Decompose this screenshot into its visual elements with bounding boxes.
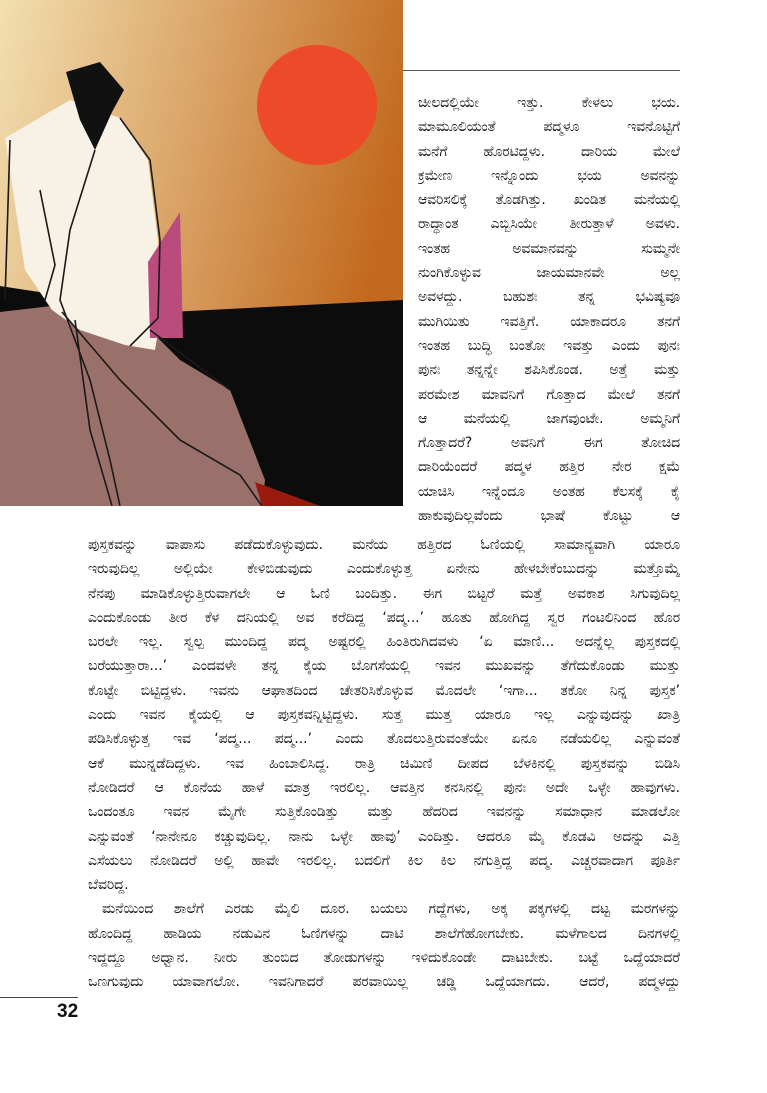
paragraph-start-line: ಮನೆಯಿಂದ ಶಾಲೆಗೆ ಎರಡು ಮೈಲಿ ದೂರ. ಬಯಲು ಗದ್ದೆಗಳು, ಅಕ್ಕ ಪಕ್ಕಗಳಲ್ಲಿ ದಟ್ಟ ಮರಗಳನ್ನು — [102, 901, 680, 918]
text-line: ಚೀಲದಲ್ಲಿಯೇ ಇತ್ತು. ಕೇಳಲು ಭಯ. — [418, 95, 680, 111]
text-line: ಪುನಃ ತನ್ನನ್ನೇ ಶಪಿಸಿಕೊಂಡ. ಅತ್ತೆ ಮತ್ತು — [418, 362, 680, 379]
text-line: ಇದ್ದದ್ದೂ ಅಧ್ವಾನ. ನೀರು ತುಂಬಿದ ತೋಡುಗಳನ್ನು ಇಳಿದುಕೊಂಡೇ ದಾಟಬೇಕು. ಬಟ್ಟೆ ಒದ್ದೆಯಾದರೆ — [88, 950, 680, 967]
text-line: ಆ ಮನೆಯಲ್ಲಿ ಜಾಗವುಂಟೇ. ಅಮ್ಮನಿಗೆ — [418, 410, 680, 427]
text-line: ಮುಗಿಯಿತು ಇವತ್ತಿಗೆ. ಯಾಕಾದರೂ ತನಗೆ — [418, 313, 680, 330]
text-line: ಇಂತಹ ಬುದ್ಧಿ ಬಂತೋ ಇವತ್ತು ಎಂದು ಪುನಃ — [418, 337, 680, 354]
text-line: ನುಂಗಿಕೊಳ್ಳುವ ಜಾಯಮಾನವೇ ಅಲ್ಲ — [418, 265, 680, 282]
text-line: ಮಾಮೂಲಿಯಂತೆ ಪದ್ಮಳೂ ಇವನೊಟ್ಟಿಗೆ — [418, 119, 680, 136]
text-line: ಒಣಗುವುದು ಯಾವಾಗಲೋ. ಇವನಿಗಾದರೆ ಪರವಾಯಿಲ್ಲ ಚಡ್ಡಿ ಒದ್ದೆಯಾಗದು. ಆದರೆ, ಪದ್ಮಳದ್ದು — [88, 974, 680, 991]
text-line: ಆಕೆ ಮುನ್ನಡೆದಿದ್ದಳು. ಇವ ಹಿಂಬಾಲಿಸಿದ್ದ. ರಾತ್ರಿ ಚಿಮಿಣಿ ದೀಪದ ಬೆಳಕಿನಲ್ಲಿ ಪುಸ್ತಕವನ್ನು ಬಿಡಿಸಿ — [88, 755, 680, 772]
text-line: ಇರುವುದಿಲ್ಲ ಅಲ್ಲಿಯೇ ಕೇಳಿಬಿಡುವುದು ಎಂದುಕೊಳ್ಳುತ್ತ ಏನೇನು ಹೇಳಬೇಕೆಂಬುದನ್ನು ಮತ್ತೊಮ್ಮೆ — [88, 561, 680, 578]
text-line: ಎಂದು ಇವನ ಕೈಯಲ್ಲಿ ಆ ಪುಸ್ತಕವನ್ನಿಟ್ಟಿದ್ದಳು. ಸುತ್ತ ಮುತ್ತ ಯಾರೂ ಇಲ್ಲ ಎನ್ನುವುದನ್ನು ಖಾತ್ರಿ — [88, 707, 680, 724]
text-line: ರಾದ್ಧಾಂತ ಎಬ್ಬಿಸಿಯೇ ತೀರುತ್ತಾಳೆ ಅವಳು. — [418, 216, 680, 233]
text-line: ಗೊತ್ತಾದರೆ? ಅವನಿಗೆ ಈಗ ತೋಚಿದ — [418, 435, 680, 452]
text-line: ಮನೆಗೆ ಹೊರಟಿದ್ದಳು. ದಾರಿಯ ಮೇಲೆ — [418, 143, 680, 160]
text-line: ಎಸೆಯಲು ನೋಡಿದರೆ ಅಲ್ಲಿ ಹಾವೇ ಇರಲಿಲ್ಲ. ಬದಲಿಗೆ ಕಿಲ ಕಿಲ ನಗುತ್ತಿದ್ದ ಪದ್ಮ. ಎಚ್ಚರವಾದಾಗ ಪೂರ್ತಿ — [88, 852, 680, 869]
text-line: ಅವಳದ್ದು. ಬಹುಶಃ ತನ್ನ ಭವಿಷ್ಯವೂ — [418, 289, 680, 306]
sun — [257, 45, 377, 165]
text-line: ಬರಲೇ ಇಲ್ಲ. ಸ್ವಲ್ಪ ಮುಂದಿದ್ದ ಪದ್ಮ ಅಷ್ಟರಲ್ಲಿ ಹಿಂತಿರುಗಿದವಳು ‘ಏ ಮಾಣಿ... ಅದನ್ನೆಲ್ಲ ಪುಸ್ತಕದಲ್ಲಿ — [88, 634, 680, 651]
text-line: ಕ್ರಮೇಣ ಇನ್ನೊಂದು ಭಯ ಅವನನ್ನು — [418, 167, 680, 184]
text-line: ಯಾಚಿಸಿ ಇನ್ನೆಂದೂ ಅಂತಹ ಕೆಲಸಕ್ಕೆ ಕೈ — [418, 483, 680, 500]
text-line: ನೋಡಿದರೆ ಆ ಕೊನೆಯ ಹಾಳೆ ಮಾತ್ರ ಇರಲಿಲ್ಲ. ಆವತ್ತಿನ ಕನಸಿನಲ್ಲಿ ಪುನಃ ಅದೇ ಒಳ್ಳೇ ಹಾವುಗಳು. — [88, 779, 680, 796]
text-line: ಬರೆಯುತ್ತಾರಾ...’ ಎಂದವಳೇ ತನ್ನ ಕೈಯ ಬೊಗಸೆಯಲ್ಲಿ ಇವನ ಮುಖವನ್ನು ತೆಗೆದುಕೊಂಡು ಮುತ್ತು — [88, 658, 680, 675]
body-text-right-column — [418, 91, 680, 528]
header-rule — [403, 70, 680, 71]
text-line: ಹಾಕುವುದಿಲ್ಲವೆಂದು ಭಾಷೆ ಕೊಟ್ಟು ಆ — [418, 508, 680, 525]
body-text-full-width — [88, 533, 680, 995]
text-line: ಒಂದಂತೂ ಇವನ ಮೈಗೇ ಸುತ್ತಿಕೊಂಡಿತ್ತು ಮತ್ತು ಹೆದರಿದ ಇವನನ್ನು ಸಮಾಧಾನ ಮಾಡಲೋ — [88, 804, 680, 821]
footer-rule — [0, 997, 78, 998]
text-line: ಎನ್ನುವಂತೆ ‘ನಾನೇನೂ ಕಚ್ಚುವುದಿಲ್ಲ. ನಾನು ಒಳ್ಳೇ ಹಾವು’ ಎಂದಿತ್ತು. ಆದರೂ ಮೈ ಕೊಡವಿ ಅದನ್ನು ಎತ್ತಿ — [88, 828, 680, 845]
text-line: ಪರಮೇಶ ಮಾವನಿಗೆ ಗೊತ್ತಾದ ಮೇಲೆ ತನಗೆ — [418, 386, 680, 403]
text-line: ದಾರಿಯೆಂದರೆ ಪದ್ಮಳ ಹತ್ತಿರ ನೇರ ಕ್ಷಮೆ — [418, 459, 680, 476]
text-line: ಪುಸ್ತಕವನ್ನು ವಾಪಾಸು ಪಡೆದುಕೊಳ್ಳುವುದು. ಮನೆಯ ಹತ್ತಿರದ ಓಣಿಯಲ್ಲಿ ಸಾಮಾನ್ಯವಾಗಿ ಯಾರೂ — [88, 537, 680, 553]
story-illustration — [0, 0, 403, 506]
text-line: ಆವರಿಸಲಿಕ್ಕೆ ತೊಡಗಿತ್ತು. ಖಂಡಿತ ಮನೆಯಲ್ಲಿ — [418, 192, 680, 209]
text-line: ಇಂತಹ ಅವಮಾನವನ್ನು ಸುಮ್ಮನೇ — [418, 240, 680, 257]
page-number: 32 — [57, 1001, 79, 1022]
text-line: ಕೊಟ್ಟೇ ಬಿಟ್ಟಿದ್ದಳು. ಇವನು ಆಘಾತದಿಂದ ಚೇತರಿಸಿಕೊಳ್ಳುವ ಮೊದಲೇ ‘ಇಗಾ... ತಕೋ ನಿನ್ನ ಪುಸ್ತಕ’ — [88, 682, 680, 699]
text-line: ಬೆವರಿದ್ದ. — [88, 877, 129, 894]
text-line: ಪಡಿಸಿಕೊಳ್ಳುತ್ತ ಇವ ‘ಪದ್ಮ... ಪದ್ಮ...’ ಎಂದು ತೊದಲುತ್ತಿರುವಂತೆಯೇ ಏನೂ ನಡೆಯಲಿಲ್ಲ ಎನ್ನುವಂತೆ — [88, 731, 680, 748]
text-line: ನೆನಪು ಮಾಡಿಕೊಳ್ಳುತ್ತಿರುವಾಗಲೇ ಆ ಓಣಿ ಬಂದಿತ್ತು. ಈಗ ಬಿಟ್ಟರೆ ಮತ್ತೆ ಅವಕಾಶ ಸಿಗುವುದಿಲ್ಲ — [88, 585, 680, 602]
text-line: ಎಂದುಕೊಂಡು ತೀರ ಕೆಳ ದನಿಯಲ್ಲಿ ಅವ ಕರೆದಿದ್ದ ‘ಪದ್ಮ...’ ಹೂತು ಹೋಗಿದ್ದ ಸ್ವರ ಗಂಟಲಿನಿಂದ ಹೊರ — [88, 609, 680, 626]
text-line: ಹೊಂದಿದ್ದ ಹಾಡಿಯ ನಡುವಿನ ಓಣಿಗಳನ್ನು ದಾಟಿ ಶಾಲೆಗೆಹೋಗಬೇಕು. ಮಳೆಗಾಲದ ದಿನಗಳಲ್ಲಿ — [88, 925, 680, 942]
